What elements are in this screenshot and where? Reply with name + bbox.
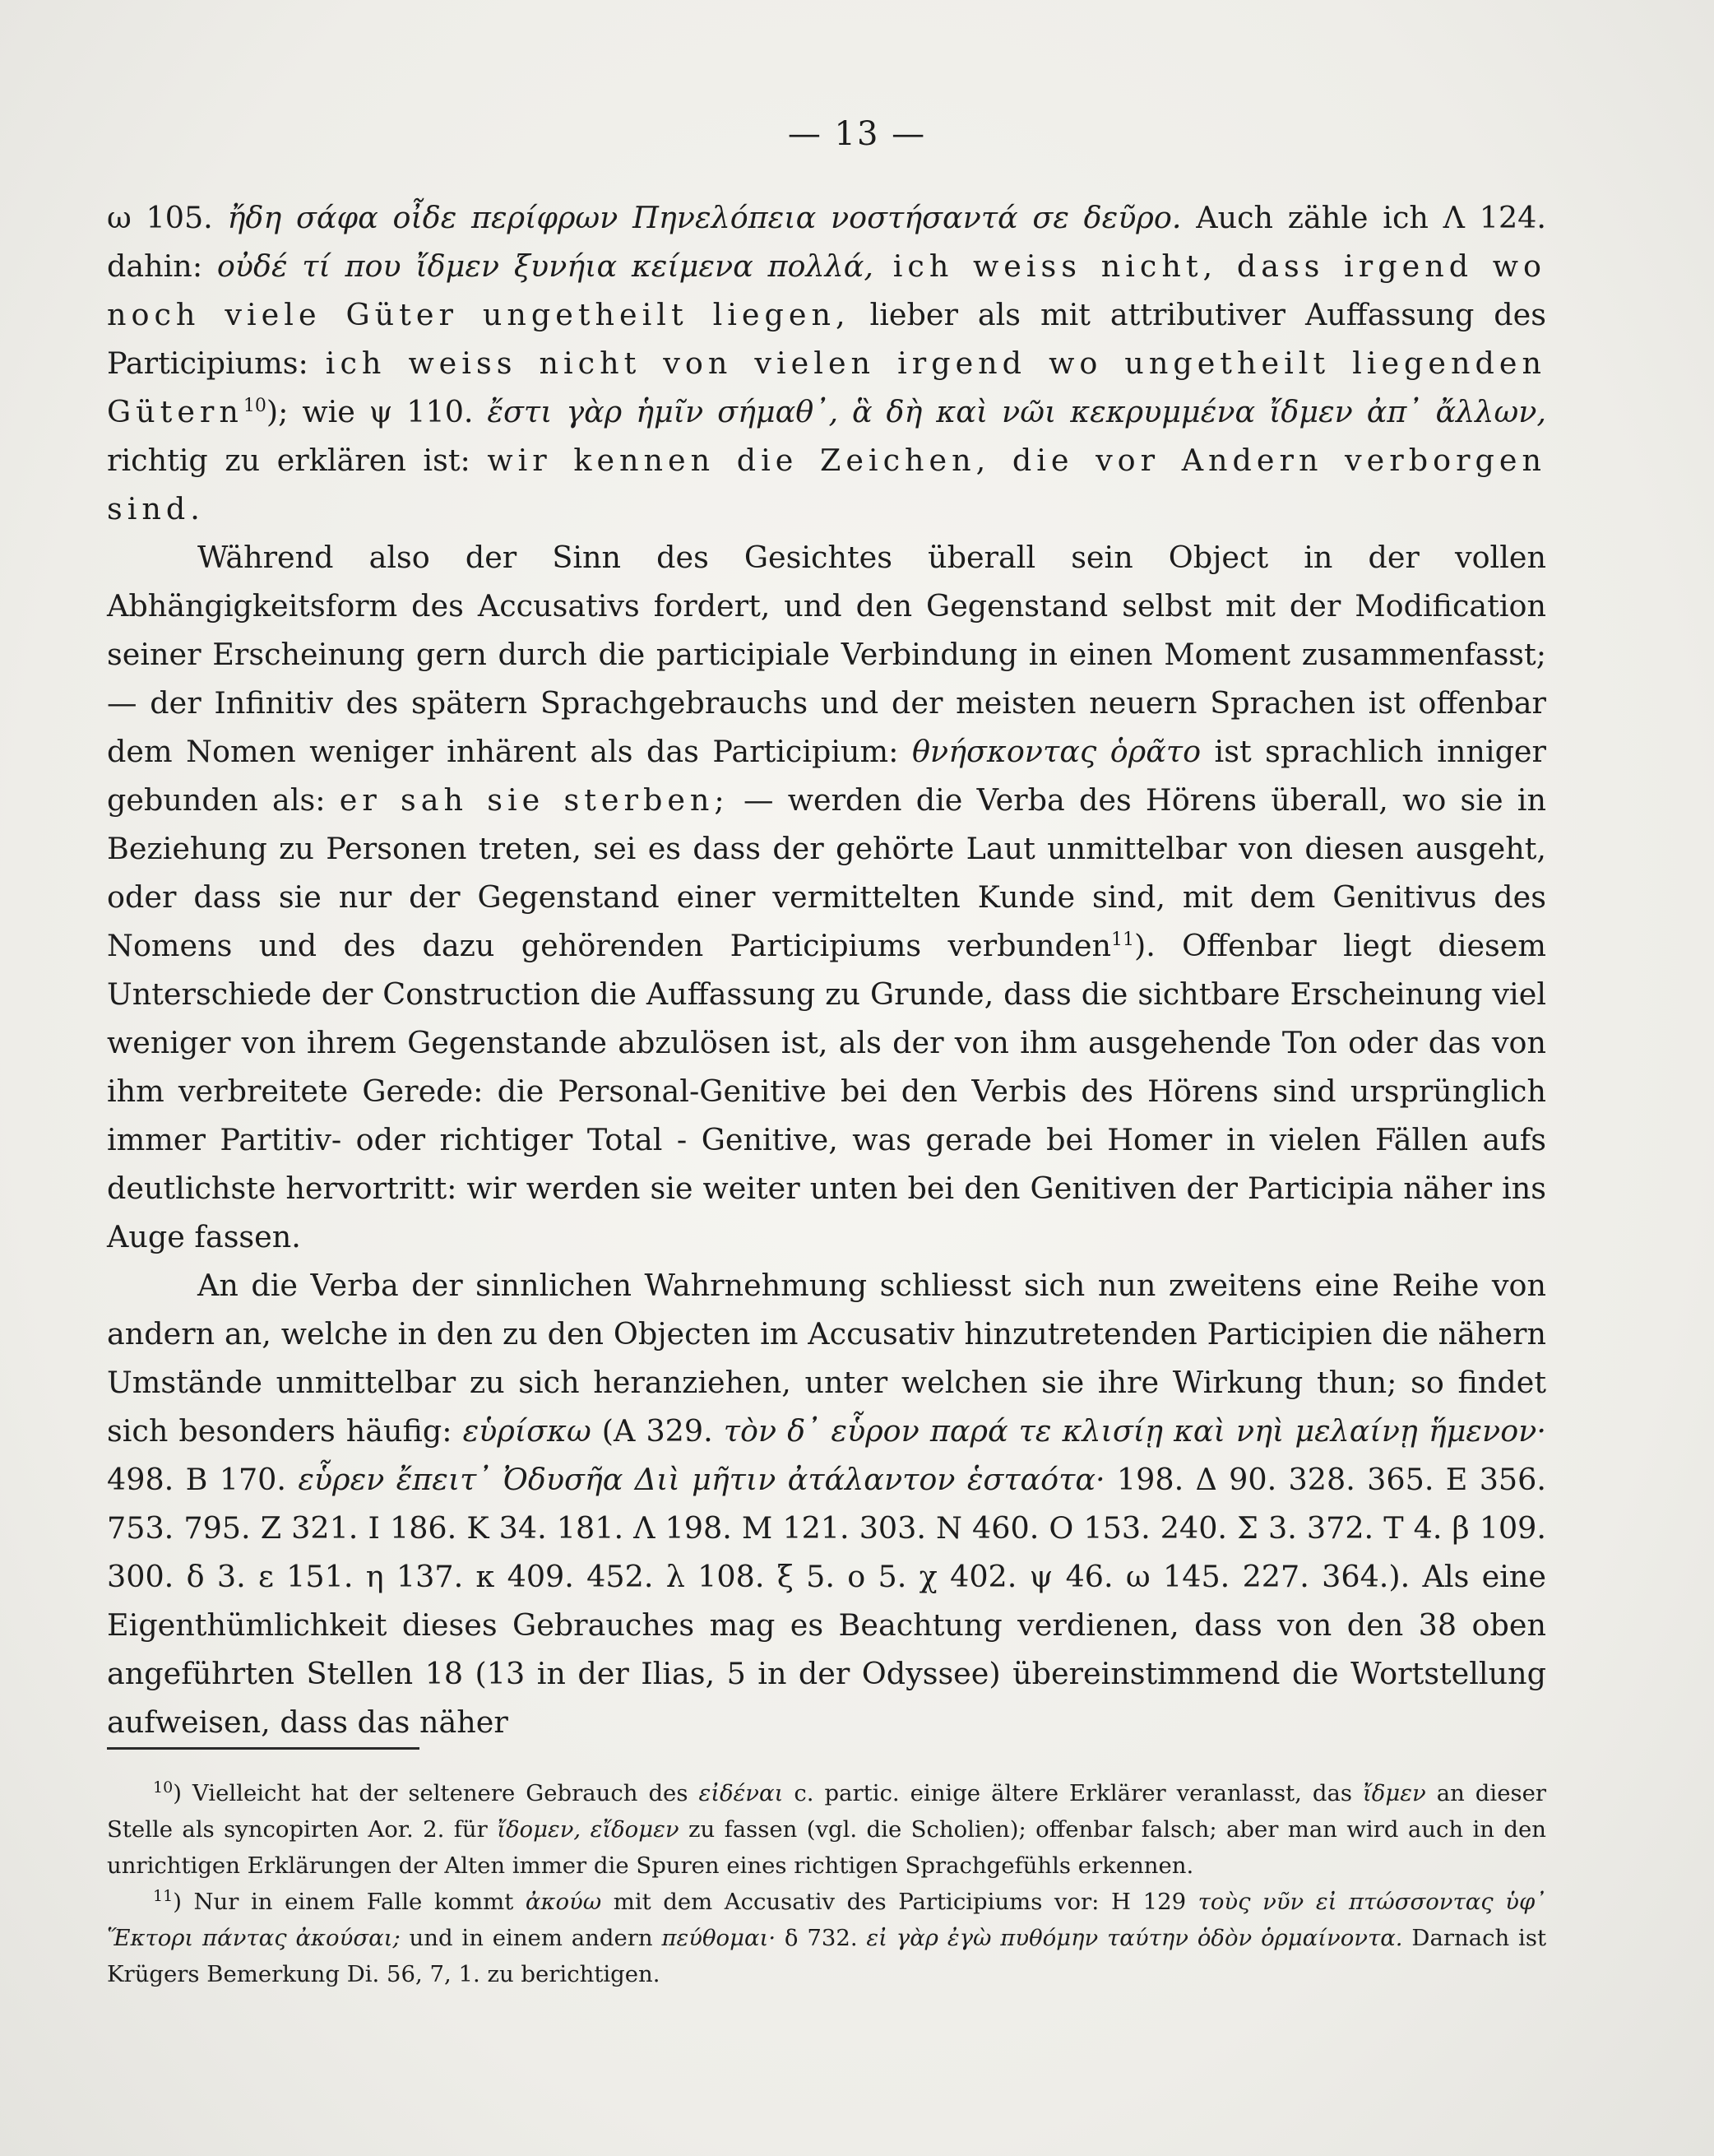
- text-run: lieber als mit attributiver Auffassung des Participiums:: [107, 297, 1546, 381]
- text-run: an dieser Stelle als syncopirten Aor. 2. für: [107, 1780, 1547, 1843]
- footnote-divider: [107, 1747, 419, 1750]
- greek-quote: εἰδέναι: [698, 1780, 784, 1806]
- text-run: 198. Δ 90. 328. 365. Ε 356. 753. 795. Ζ 321. Ι 186. Κ 34. 181. Λ 198. Μ 121. 303. Ν 460. Ο 153. 240. Σ 3. 372. Τ 4. β 109. 300. δ 3. ε 151. η 137. κ 409. 452. λ 108. ξ 5. ο 5. χ 402. ψ 46. ω 145. 227. 364.). Als eine Eigenthümlichkeit dieses Gebrauches mag es Beachtung verdienen, dass von den 38 oben angeführten Stellen 18 (13 in der Ilias, 5 in der Odyssee) übereinstimmend die Wortstellung aufweisen, dass das näher: [107, 1462, 1546, 1740]
- body-text: [107, 193, 1546, 1746]
- footnote-10: [107, 1775, 1546, 1884]
- text-run: zu fassen (vgl. die Scholien); offenbar falsch; aber man wird auch in den unrichtigen Erklärungen der Alten immer die Spuren eines richtigen Sprachgefühls erkennen.: [107, 1816, 1546, 1879]
- text-run: 498. Β 170.: [107, 1462, 299, 1497]
- text-run: ) Vielleicht hat der seltenere Gebrauch des: [173, 1780, 699, 1806]
- spaced-emphasis: ich weiss nicht von vielen irgend wo ungetheilt liegenden Gütern: [107, 345, 1546, 429]
- text-run: c. partic. einige ältere Erklärer veranlasst, das: [783, 1780, 1364, 1806]
- greek-quote: πεύθομαι·: [661, 1925, 776, 1951]
- spaced-emphasis: ich weiss nicht, dass irgend wo noch viele Güter ungetheilt liegen,: [107, 248, 1547, 332]
- paragraph-3: [107, 1261, 1546, 1746]
- greek-quote: εἰ γὰρ ἐγὼ πυθόμην ταύτην ὁδὸν ὁρμαίνοντα.: [866, 1925, 1403, 1951]
- footnote-mark: 11: [153, 1886, 174, 1905]
- footnote-mark: 10: [153, 1778, 174, 1797]
- spaced-emphasis: wir kennen die Zeichen, die vor Andern verborgen sind.: [107, 443, 1546, 526]
- paragraph-1: [107, 193, 1546, 533]
- greek-quote: τὸν δ᾽ εὗρον παρά τε κλισίῃ καὶ νηὶ μελαίνῃ ἥμενον·: [723, 1413, 1546, 1449]
- footnote-ref: 11: [1110, 929, 1134, 950]
- greek-quote: θνήσκοντας ὁρᾶτο: [911, 734, 1202, 769]
- greek-quote: ἴδμεν: [1363, 1780, 1426, 1806]
- text-run: Darnach ist Krügers Bemerkung Di. 56, 7, 1. zu berichtigen.: [107, 1925, 1547, 1987]
- footnote-ref: 10: [243, 395, 266, 416]
- text-run: und in einem andern: [400, 1925, 662, 1951]
- text-run: ist sprachlich inniger gebunden als:: [107, 734, 1546, 818]
- footnotes: [107, 1775, 1546, 1992]
- text-run: — werden die Verba des Hörens überall, wo sie in Beziehung zu Personen treten, sei es dass der gehörte Laut unmittelbar von diesen ausgeht, oder dass sie nur der Gegenstand einer vermittelten Kunde sind, mit dem Genitivus des Nomens und des dazu gehörenden Participiums verbunden: [107, 782, 1546, 963]
- greek-quote: τοὺς νῦν εἰ πτώσσοντας ὑφ᾽ Ἕκτορι πάντας ἀκούσαι;: [107, 1889, 1546, 1951]
- greek-quote: εὗρεν ἔπειτ᾽ Ὀδυσῆα Διὶ μῆτιν ἀτάλαντον ἑσταότα·: [298, 1462, 1105, 1497]
- greek-quote: εὑρίσκω: [462, 1413, 591, 1449]
- greek-quote: οὐδέ τί που ἴδμεν ξυνήια κείμενα πολλά,: [216, 248, 873, 284]
- text-run: Während also der Sinn des Gesichtes überall sein Object in der vollen Abhängigkeitsform des Accusativs fordert, und den Gegenstand selbst mit der Modification seiner Erscheinung gern durch die participiale Verbindung in einen Moment zusammenfasst; — der Infinitiv des spätern Sprachgebrauchs und der meisten neuern Sprachen ist offenbar dem Nomen weniger inhärent als das Participium:: [107, 540, 1546, 769]
- spaced-emphasis: er sah sie sterben;: [339, 782, 730, 818]
- text-run: An die Verba der sinnlichen Wahrnehmung schliesst sich nun zweitens eine Reihe von andern an, welche in den zu den Objecten im Accusativ hinzutretenden Participien die nähern Umstände unmittelbar zu sich heranziehen, unter welchen sie ihre Wirkung thun; so findet sich besonders häufig:: [107, 1268, 1546, 1449]
- greek-quote: ἤδη σάφα οἶδε περίφρων Πηνελόπεια νοστήσαντά σε δεῦρο.: [227, 200, 1182, 235]
- text-run: ω 105.: [107, 200, 228, 235]
- greek-quote: ἀκούω: [525, 1889, 602, 1915]
- page-number: — 13 —: [787, 115, 927, 153]
- footnote-11: [107, 1884, 1546, 1992]
- text-run: mit dem Accusativ des Participiums vor: Η 129: [601, 1889, 1198, 1915]
- paragraph-2: [107, 533, 1546, 1261]
- text-run: (Α 329.: [591, 1413, 724, 1449]
- text-run: δ 732.: [776, 1925, 867, 1951]
- greek-quote: ἴδομεν, εἴδομεν: [497, 1816, 679, 1843]
- text-run: Auch zähle ich Λ 124. dahin:: [107, 200, 1546, 284]
- text-run: richtig zu erklären ist:: [107, 443, 488, 478]
- text-run: ); wie ψ 110.: [266, 394, 488, 429]
- text-run: ) Nur in einem Falle kommt: [173, 1889, 526, 1915]
- text-run: ). Offenbar liegt diesem Unterschiede der Construction die Auffassung zu Grunde, dass die sichtbare Erscheinung viel weniger von ihrem Gegenstande abzulösen ist, als der von ihm ausgehende Ton oder das von ihm verbreitete Gerede: die Personal-Genitive bei den Verbis des Hörens sind ursprünglich immer Partitiv- oder richtiger Total - Genitive, was gerade bei Homer in vielen Fällen aufs deutlichste hervortritt: wir werden sie weiter unten bei den Genitiven der Participia näher ins Auge fassen.: [107, 928, 1547, 1254]
- greek-quote: ἔστι γὰρ ἡμῖν σήμαθ᾽, ἃ δὴ καὶ νῶι κεκρυμμένα ἴδμεν ἀπ᾽ ἄλλων,: [487, 394, 1546, 429]
